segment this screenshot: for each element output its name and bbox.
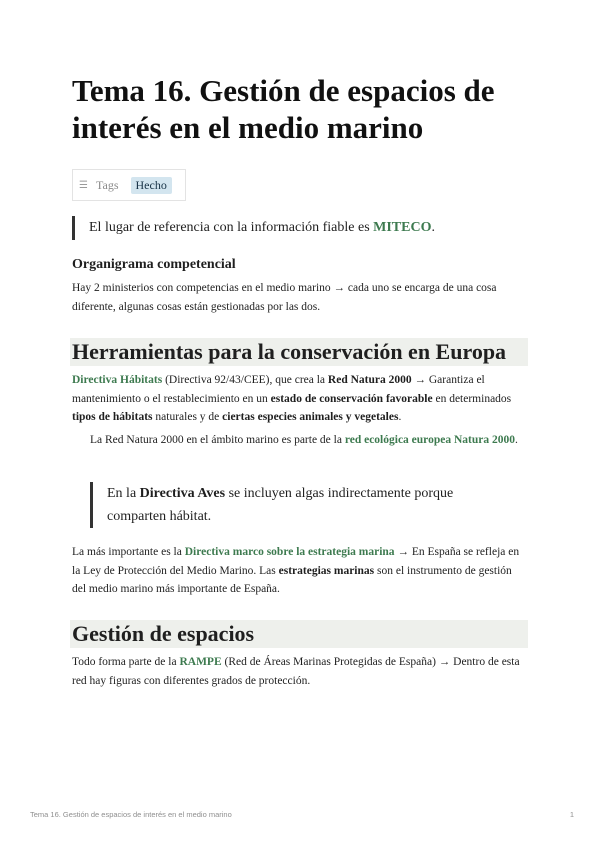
organigrama-heading: Organigrama competencial <box>72 257 236 272</box>
quote-directiva-aves <box>90 482 507 528</box>
red-ecologica-link[interactable]: red ecológica europea Natura 2000 <box>344 434 515 446</box>
quote-end: . <box>431 220 435 235</box>
quote-text: El lugar de referencia con la información fiable es <box>89 220 374 235</box>
tag-badge[interactable]: Hecho <box>131 177 172 194</box>
estrategia-marina-paragraph <box>72 543 528 599</box>
rampe-link[interactable]: RAMPE <box>179 656 222 668</box>
text-span: se incluyen algas indirectamente porque comparten hábitat. <box>107 486 454 524</box>
footer-title: Tema 16. Gestión de espacios de interés en el medio marino <box>30 810 232 819</box>
footer-page-number: 1 <box>569 810 574 819</box>
text-span: Todo forma parte de la <box>72 656 180 668</box>
text-span: (Red de Áreas Marinas Protegidas de España) → Dentro de esta red hay figuras con diferentes grados de protección. <box>72 656 520 687</box>
herramientas-heading: Herramientas para la conservación en Europa <box>70 338 528 366</box>
text-span: . <box>514 434 518 446</box>
tags-property[interactable] <box>72 169 186 201</box>
directiva-habitats-link[interactable]: Directiva Hábitats <box>72 374 163 386</box>
directiva-habitats-paragraph <box>72 371 528 427</box>
bold-tipos-habitats: tipos de hábitats <box>72 411 153 423</box>
organigrama-paragraph: Hay 2 ministerios con competencias en el medio marino → cada uno se encarga de una cosa diferente, algunas cosas están gestionadas por las dos. <box>72 282 497 313</box>
text-span: → En España se refleja en la Ley de Protección del Medio Marino. Las <box>72 546 520 577</box>
bold-directiva-aves: Directiva Aves <box>139 486 226 501</box>
directiva-marco-link[interactable]: Directiva marco sobre la estrategia marina <box>184 546 395 558</box>
rampe-paragraph <box>72 653 528 690</box>
text-span: En la <box>107 486 140 501</box>
text-span: La más importante es la <box>72 546 185 558</box>
text-span: son el instrumento de gestión del medio marino más importante de España. <box>72 564 512 595</box>
text-span: en determinados <box>432 392 512 405</box>
bold-estrategias-marinas: estrategias marinas <box>278 564 375 577</box>
text-span: naturales y de <box>152 411 223 423</box>
list-icon: ☰ <box>79 179 88 191</box>
miteco-link[interactable]: MITECO <box>373 220 432 235</box>
page-footer <box>30 810 574 819</box>
bold-estado-conservacion: estado de conservación favorable <box>270 392 433 405</box>
red-natura-paragraph <box>90 431 528 450</box>
tags-label: Tags <box>96 177 119 192</box>
text-span: (Directiva 92/43/CEE), que crea la <box>162 374 328 386</box>
text-span: La Red Natura 2000 en el ámbito marino es parte de la <box>90 434 345 446</box>
gestion-heading: Gestión de espacios <box>70 620 528 648</box>
quote-miteco <box>72 216 435 240</box>
text-span: . <box>398 411 402 423</box>
bold-red-natura: Red Natura 2000 <box>327 374 412 386</box>
page-title: Tema 16. Gestión de espacios de interés en el medio marino <box>72 73 495 145</box>
text-span: → Garantiza el mantenimiento o el restablecimiento en un <box>72 374 485 405</box>
bold-especies: ciertas especies animales y vegetales <box>222 411 399 423</box>
